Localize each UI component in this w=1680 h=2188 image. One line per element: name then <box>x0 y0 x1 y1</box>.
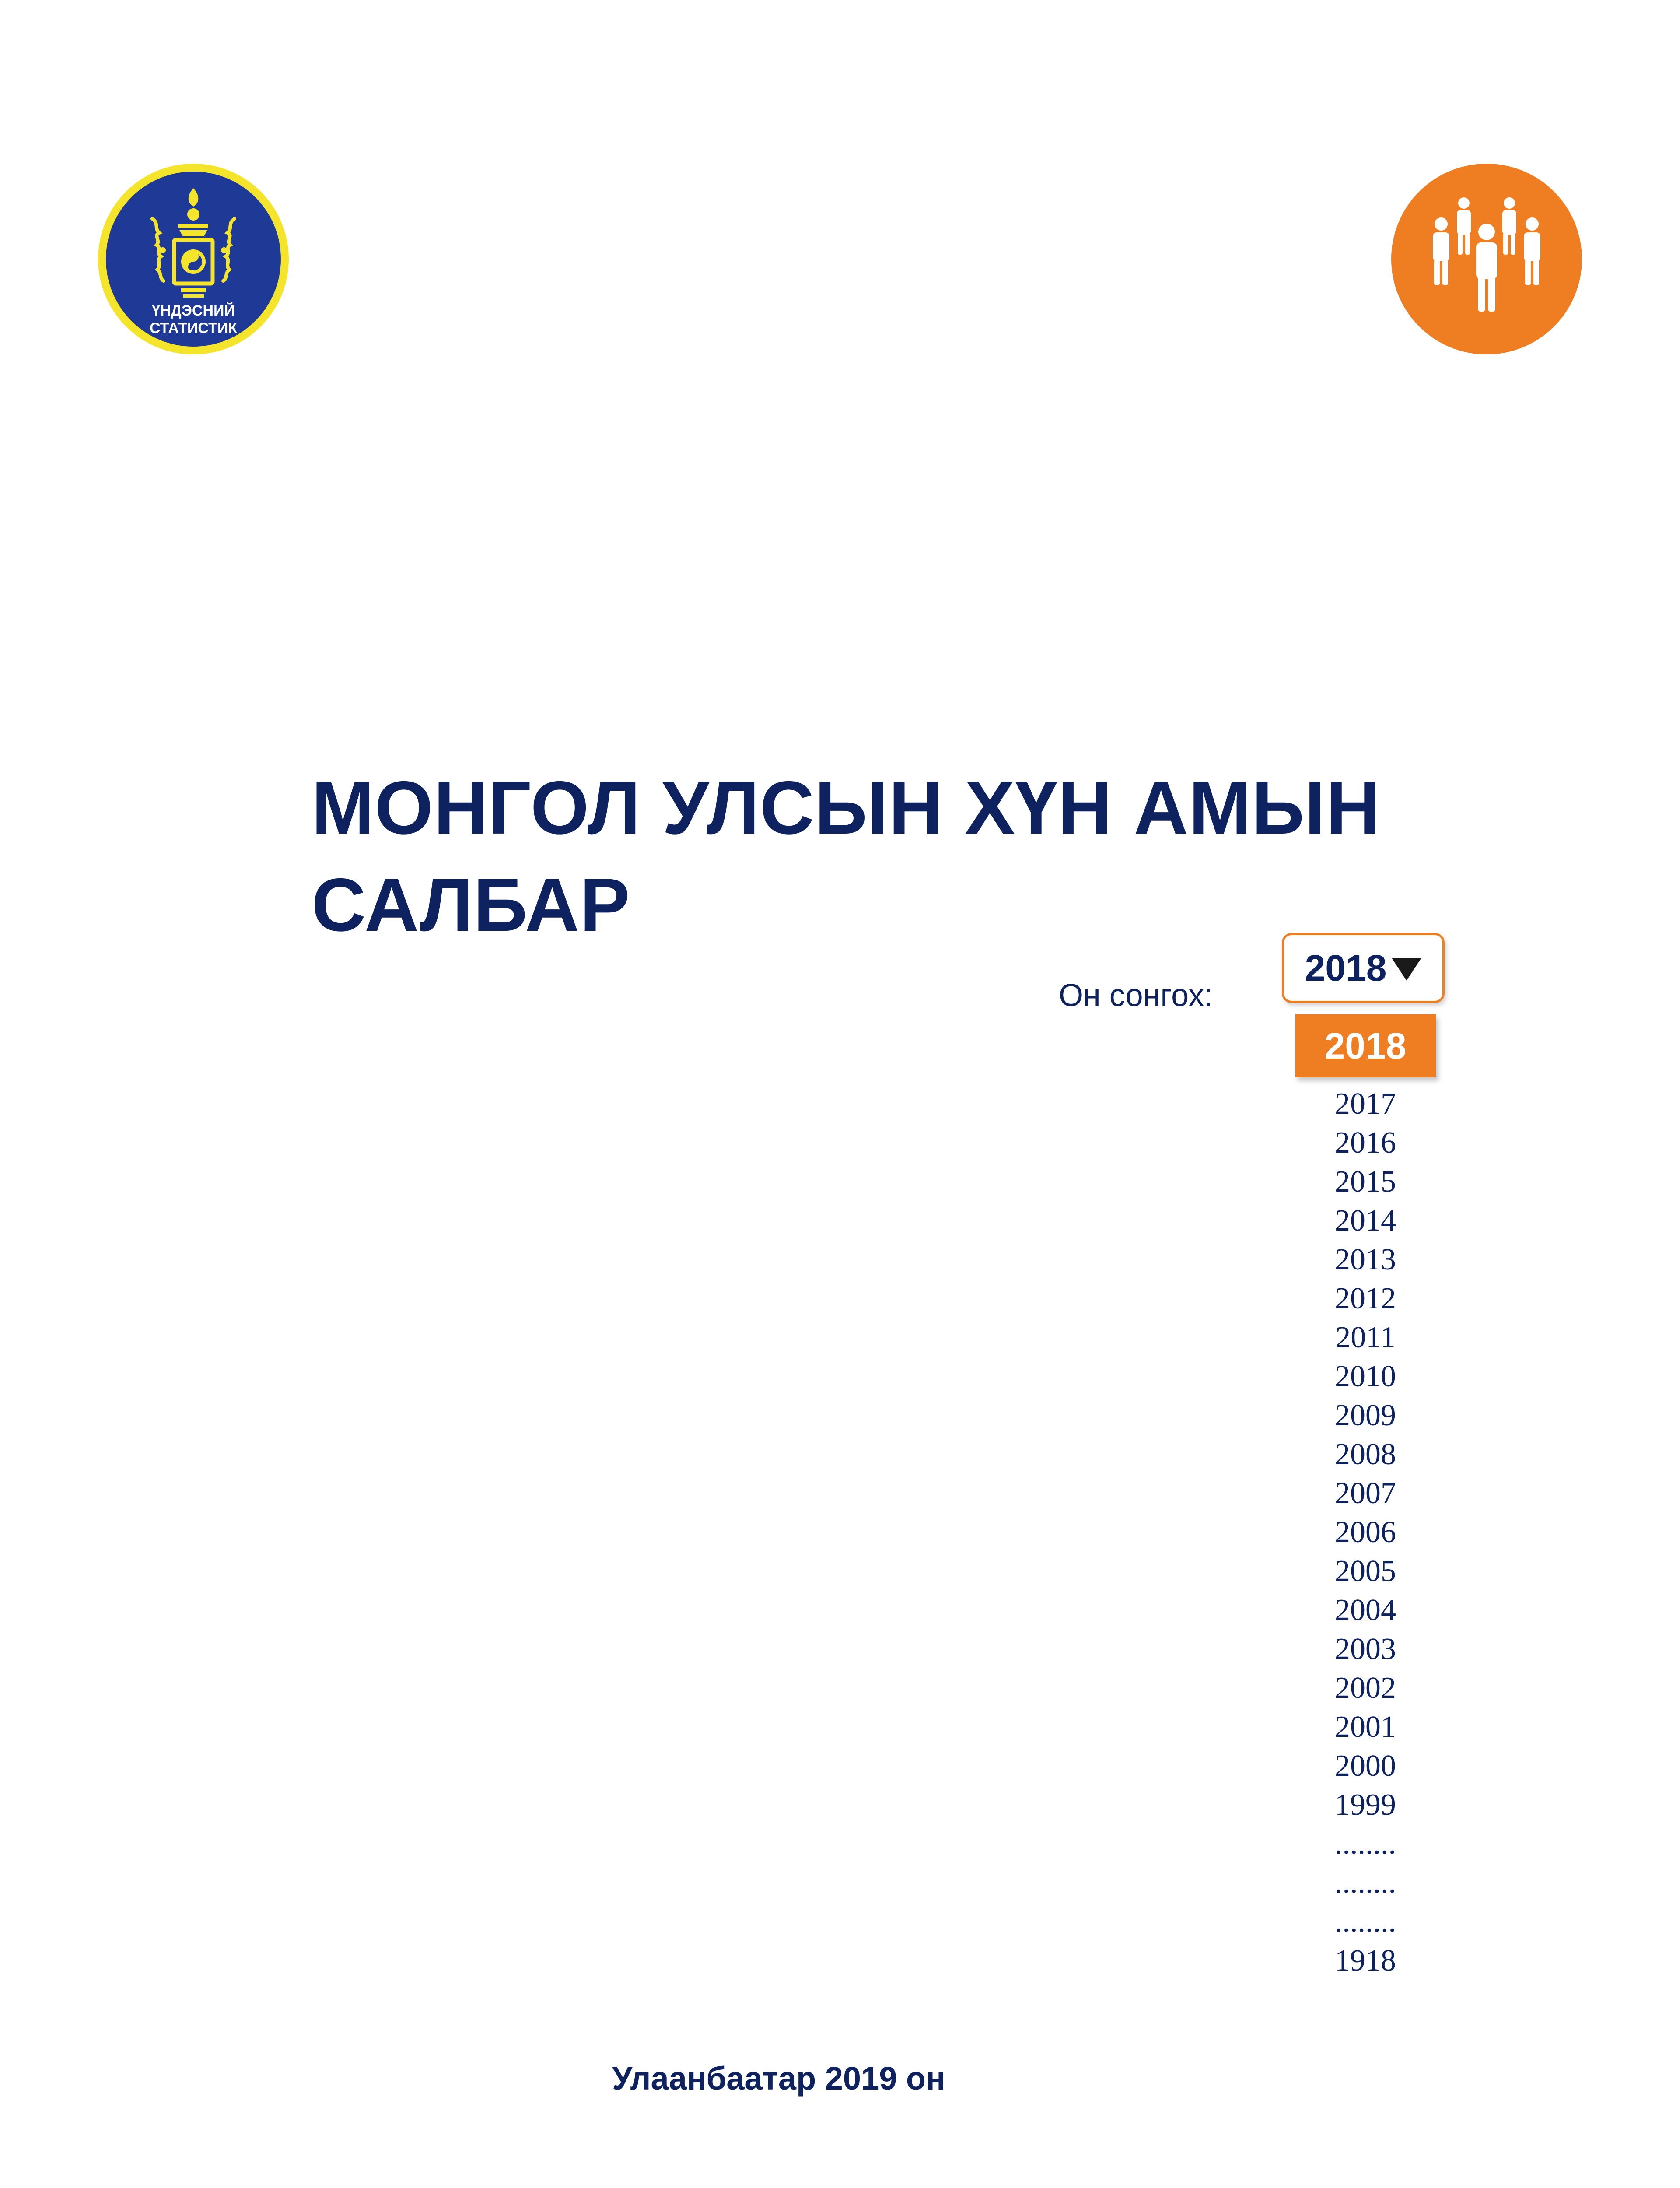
year-ellipsis: ........ <box>1335 1905 1396 1939</box>
year-option[interactable]: 2000 <box>1335 1749 1396 1783</box>
year-option[interactable]: 2005 <box>1335 1554 1396 1588</box>
year-ellipsis: ........ <box>1335 1827 1396 1861</box>
year-ellipsis: ........ <box>1335 1866 1396 1900</box>
year-select-label: Он сонгох: <box>1059 978 1213 1013</box>
year-option[interactable]: 2001 <box>1335 1710 1396 1744</box>
population-people-icon <box>1390 163 1583 355</box>
year-option[interactable]: 2002 <box>1335 1671 1396 1705</box>
year-option[interactable]: 2017 <box>1335 1087 1396 1121</box>
emblem-caption-line2: СТАТИСТИК <box>149 320 238 337</box>
year-option-highlighted[interactable]: 2018 <box>1295 1014 1436 1077</box>
title-line-2: САЛБАР <box>312 863 630 947</box>
year-option[interactable]: 2004 <box>1335 1593 1396 1627</box>
emblem-caption-line1: ҮНДЭСНИЙ <box>152 302 235 319</box>
year-option[interactable]: 2015 <box>1335 1165 1396 1199</box>
caret-down-icon <box>1392 958 1421 981</box>
year-option[interactable]: 2013 <box>1335 1243 1396 1276</box>
year-option[interactable]: 2010 <box>1335 1360 1396 1393</box>
year-select-dropdown[interactable] <box>1282 933 1445 1003</box>
year-option[interactable]: 2008 <box>1335 1438 1396 1471</box>
year-option[interactable]: 1999 <box>1335 1788 1396 1822</box>
footer-place-year: Улаанбаатар 2019 он <box>612 2060 945 2097</box>
year-option[interactable]: 2007 <box>1335 1476 1396 1510</box>
year-select-value: 2018 <box>1305 947 1387 989</box>
title-line-1: МОНГОЛ УЛСЫН ХҮН АМЫН <box>312 766 1381 850</box>
population-logo <box>1390 163 1583 355</box>
page-title <box>312 759 1536 954</box>
year-option[interactable]: 2012 <box>1335 1282 1396 1315</box>
year-option[interactable]: 2009 <box>1335 1399 1396 1432</box>
year-option[interactable]: 2016 <box>1335 1126 1396 1160</box>
year-option[interactable]: 2011 <box>1335 1321 1396 1354</box>
national-statistics-logo <box>97 163 290 355</box>
year-options-list <box>1295 1014 1436 1980</box>
year-option[interactable]: 2003 <box>1335 1632 1396 1666</box>
year-option[interactable]: 2014 <box>1335 1204 1396 1238</box>
year-option[interactable]: 2006 <box>1335 1515 1396 1549</box>
year-option-last[interactable]: 1918 <box>1335 1944 1396 1978</box>
